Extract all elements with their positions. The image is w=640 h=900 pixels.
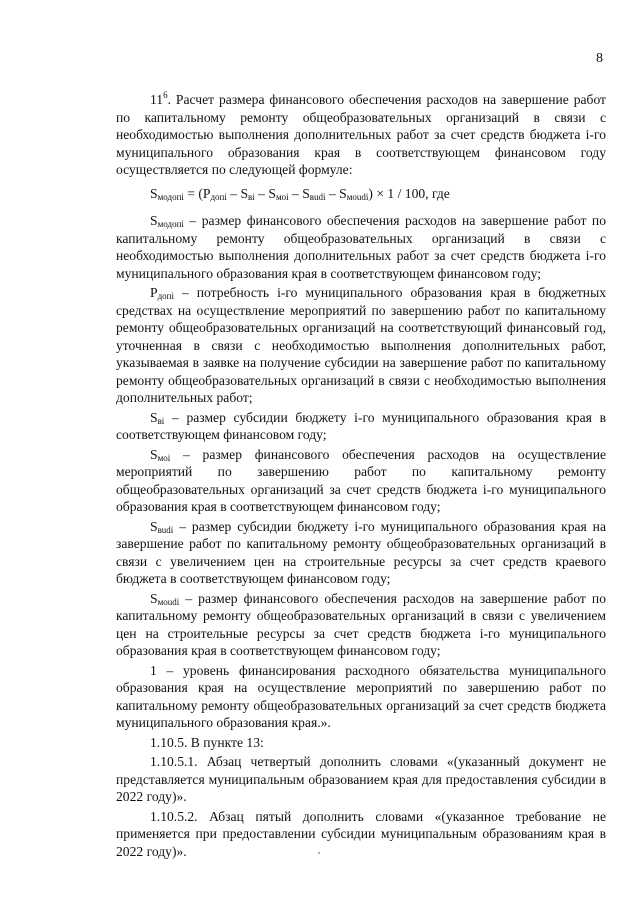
definition-symbol: S	[150, 213, 158, 228]
formula-term: – S	[254, 185, 276, 201]
formula-subscript: моudi	[346, 191, 369, 202]
definition-level: 1 – уровень финансирования расходного обязательства муниципального образования края на осуществление мероприятий по завершению работ по капитальному ремонту общеобразовательных организаций за счет средств бюджета муниципального образования края.».	[116, 662, 606, 730]
definition-subscript: допi	[157, 291, 174, 301]
formula-subscript: модопi	[157, 191, 184, 202]
intro-text: . Расчет размера финансового обеспечения расходов на завершение работ по капитальному ремонту общеобразовательных организаций в связи с необходимостью выполнения дополнительных работ за счет средств бюджета i-го муниципального образования края в соответствующем финансовом году осуществляется по следующей формуле:	[116, 92, 606, 177]
definition-text: – размер финансового обеспечения расходов на осуществление мероприятий по завершению работ по капитальному ремонту общеобразовательных организаций за счет средств бюджета i-го муниципального образования края в соответствующем финансовом году;	[116, 446, 606, 514]
definition-subscript: модопi	[157, 219, 184, 229]
definition-symbol: S	[150, 590, 158, 606]
definition-symbol: S	[150, 518, 158, 534]
formula-term: – S	[325, 185, 347, 201]
formula-subscript: моi	[275, 191, 289, 202]
definition-symbol: S	[150, 409, 158, 425]
item-1-10-5-2: 1.10.5.2. Абзац пятый дополнить словами «(указанное требование не применяется при предоставлении субсидии муниципальным образованиям края в 2022 году)».	[116, 808, 606, 859]
formula	[116, 185, 606, 203]
definition-symbol: S	[150, 446, 158, 462]
scan-speck	[318, 852, 320, 854]
intro-item-number: 11	[150, 92, 164, 107]
formula-subscript: допi	[210, 191, 227, 202]
definition-text: – размер финансового обеспечения расходов на завершение работ по капитальному ремонту общеобразовательных организаций в связи с необходимостью выполнения дополнительных работ за счет средств бюджета i-го муниципального образования края в соответствующем финансовом году;	[116, 213, 606, 281]
definition-s-v	[116, 409, 606, 444]
definition-subscript: вudi	[157, 524, 174, 535]
definition-s-mo	[116, 446, 606, 516]
intro-item-superscript: 6	[163, 90, 168, 100]
definition-text: – потребность i-го муниципального образования края в бюджетных средствах на осуществление мероприятий по завершению работ по капитальному ремонту общеобразовательных организаций на соответствующий финансовый год, уточненная в связи с необходимостью выполнения дополнительных работ, указываемая в заявке на получение субсидии на завершение работ по капитальному ремонту общеобразовательных организаций в связи с необходимостью выполнения дополнительных работ;	[116, 285, 606, 405]
formula-subscript: вi	[248, 191, 255, 202]
item-1-10-5-1: 1.10.5.1. Абзац четвертый дополнить словами «(указанный документ не представляется муниципальным образованием края для предоставления субсидии в 2022 году)».	[116, 754, 606, 804]
formula-term: = (P	[183, 185, 211, 201]
definition-subscript: моudi	[157, 596, 180, 607]
intro-paragraph	[116, 91, 606, 179]
formula-subscript: вudi	[309, 191, 326, 202]
definition-p-dop	[116, 284, 606, 407]
definition-text: – размер субсидии бюджету i-го муниципального образования края в соответствующем финансовом году;	[116, 409, 606, 442]
definition-subscript: вi	[157, 415, 165, 426]
formula-term: – S	[226, 185, 249, 201]
definition-s-vud	[116, 518, 606, 588]
page-number: 8	[596, 51, 603, 66]
definition-symbol: P	[150, 285, 158, 300]
definition-text: – размер субсидии бюджету i-го муниципального образования края на завершение работ по капитальному ремонту общеобразовательных организаций в связи с увеличением цен на строительные ресурсы за счет средств краевого бюджета в соответствующем финансовом году;	[116, 518, 606, 586]
formula-term: – S	[288, 185, 310, 201]
definition-subscript: моi	[157, 452, 171, 463]
item-1-10-5: 1.10.5. В пункте 13:	[150, 734, 264, 750]
definition-s-modop	[116, 212, 606, 282]
definition-s-moud	[116, 590, 606, 660]
formula-term: S	[150, 185, 158, 201]
document-body	[116, 91, 606, 862]
formula-term: ) × 1 / 100, где	[368, 185, 450, 201]
definition-text: – размер финансового обеспечения расходов на завершение работ по капитальному ремонту общеобразовательных организаций в связи с увеличением цен на строительные ресурсы за счет средств бюджета i-го муниципального образования края в соответствующем финансовом году;	[116, 590, 606, 658]
